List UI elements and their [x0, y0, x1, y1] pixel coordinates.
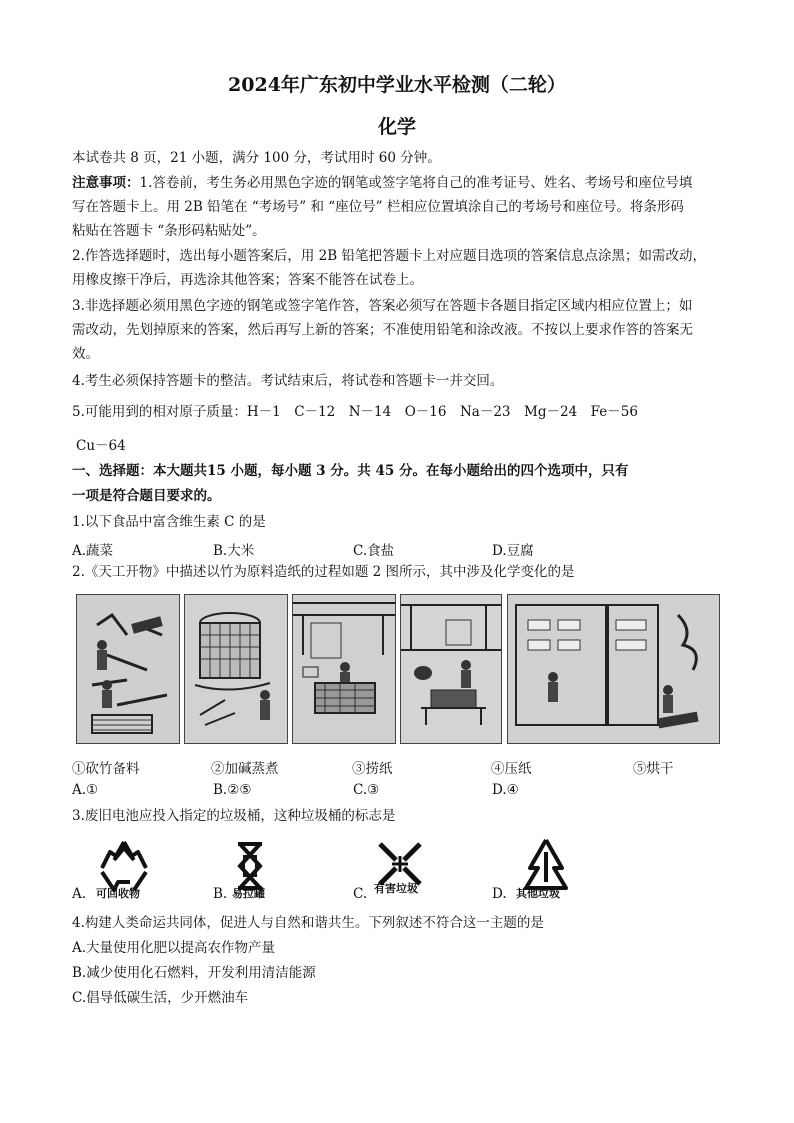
- notice-5: 5.可能用到的相对原子质量：H－1 C－12 N－14 O－16 Na－23 Mg－24 Fe－56: [72, 404, 638, 420]
- q1-option-d: D.豆腐: [492, 543, 534, 559]
- q2-option-b: B.②⑤: [213, 782, 252, 798]
- q2-option-d: D.④: [492, 782, 519, 798]
- q2-caption-1: ①砍竹备料: [72, 761, 140, 777]
- q3-label-b: 易拉罐: [232, 887, 265, 900]
- q4-option-a: A.大量使用化肥以提高农作物产量: [72, 940, 276, 956]
- q2-caption-4: ④压纸: [491, 761, 532, 777]
- q1-option-c: C.食盐: [353, 543, 395, 559]
- q2-stem: 2.《天工开物》中描述以竹为原料造纸的过程如题 2 图所示，其中涉及化学变化的是: [72, 564, 575, 580]
- q2-option-a: A.①: [72, 782, 99, 798]
- q3-label-a: 可回收物: [96, 887, 140, 900]
- notice-3c: 效。: [72, 346, 99, 362]
- notice-1c: 粘贴在答题卡 “条形码粘贴处”。: [72, 223, 266, 239]
- woodcut-cut-bamboo-image: [76, 594, 180, 744]
- q3-label-d: 其他垃圾: [516, 887, 560, 900]
- notice-1a: [72, 175, 732, 192]
- notice-1b: 写在答题卡上。用 2B 铅笔在 “考场号” 和 “座位号” 栏相应位置填涂自己的考场号和座位号。将条形码: [72, 199, 684, 215]
- notice-2b: 用橡皮擦干净后，再选涂其他答案；答案不能答在试卷上。: [72, 272, 423, 288]
- woodcut-dry-paper-image: [507, 594, 720, 744]
- q4-stem: 4.构建人类命运共同体，促进人与自然和谐共生。下列叙述不符合这一主题的是: [72, 915, 544, 931]
- q3-option-a: A.: [72, 886, 87, 902]
- q2-caption-2: ②加碱蒸煮: [211, 761, 279, 777]
- q3-stem: 3.废旧电池应投入指定的垃圾桶，这种垃圾桶的标志是: [72, 808, 396, 824]
- q1-stem: 1.以下食品中富含维生素 C 的是: [72, 514, 266, 530]
- q2-caption-5: ⑤烘干: [633, 761, 674, 777]
- q3-label-c: 有害垃圾: [374, 882, 418, 895]
- notice-5b: Cu－64: [76, 438, 126, 454]
- section-heading-a: 一、选择题：本大题共15 小题，每小题 3 分。共 45 分。在每小题给出的四个选项中，只有: [72, 463, 629, 479]
- q1-option-b: B.大米: [213, 543, 255, 559]
- q2-caption-3: ③捞纸: [352, 761, 393, 777]
- exam-title: 2024年广东初中学业水平检测（二轮）: [228, 74, 566, 96]
- woodcut-boil-image: [184, 594, 288, 744]
- notice-4: 4.考生必须保持答题卡的整洁。考试结束后，将试卷和答题卡一并交回。: [72, 373, 504, 389]
- q3-option-c: C.: [353, 886, 368, 902]
- intro-line: 本试卷共 8 页，21 小题，满分 100 分，考试用时 60 分钟。: [72, 150, 441, 166]
- q2-option-c: C.③: [353, 782, 380, 798]
- notice-label: 注意事项：: [72, 175, 140, 191]
- notice-3a: 3.非选择题必须用黑色字迹的钢笔或签字笔作答，答案必须写在答题卡各题目指定区域内相应位置上；如: [72, 298, 693, 314]
- subject-title: 化学: [377, 116, 416, 138]
- notice-1a-text: 1.答卷前，考生务必用黑色字迹的钢笔或签字笔将自己的准考证号、姓名、考场号和座位号填: [139, 175, 693, 191]
- woodcut-press-paper-image: [400, 594, 502, 744]
- q1-option-a: A.蔬菜: [72, 543, 114, 559]
- q3-option-b: B.: [213, 886, 228, 902]
- q4-option-b: B.减少使用化石燃料，开发利用清洁能源: [72, 965, 316, 981]
- notice-2a: 2.作答选择题时，选出每小题答案后，用 2B 铅笔把答题卡上对应题目选项的答案信息点涂黑；如需改动，: [72, 248, 706, 264]
- q3-option-d: D.: [492, 886, 507, 902]
- section-heading-b: 一项是符合题目要求的。: [72, 488, 221, 504]
- q4-option-c: C.倡导低碳生活，少开燃油车: [72, 990, 249, 1006]
- notice-3b: 需改动，先划掉原来的答案，然后再写上新的答案；不准使用铅笔和涂改液。不按以上要求作答的答案无: [72, 322, 693, 338]
- woodcut-lift-paper-image: [292, 594, 396, 744]
